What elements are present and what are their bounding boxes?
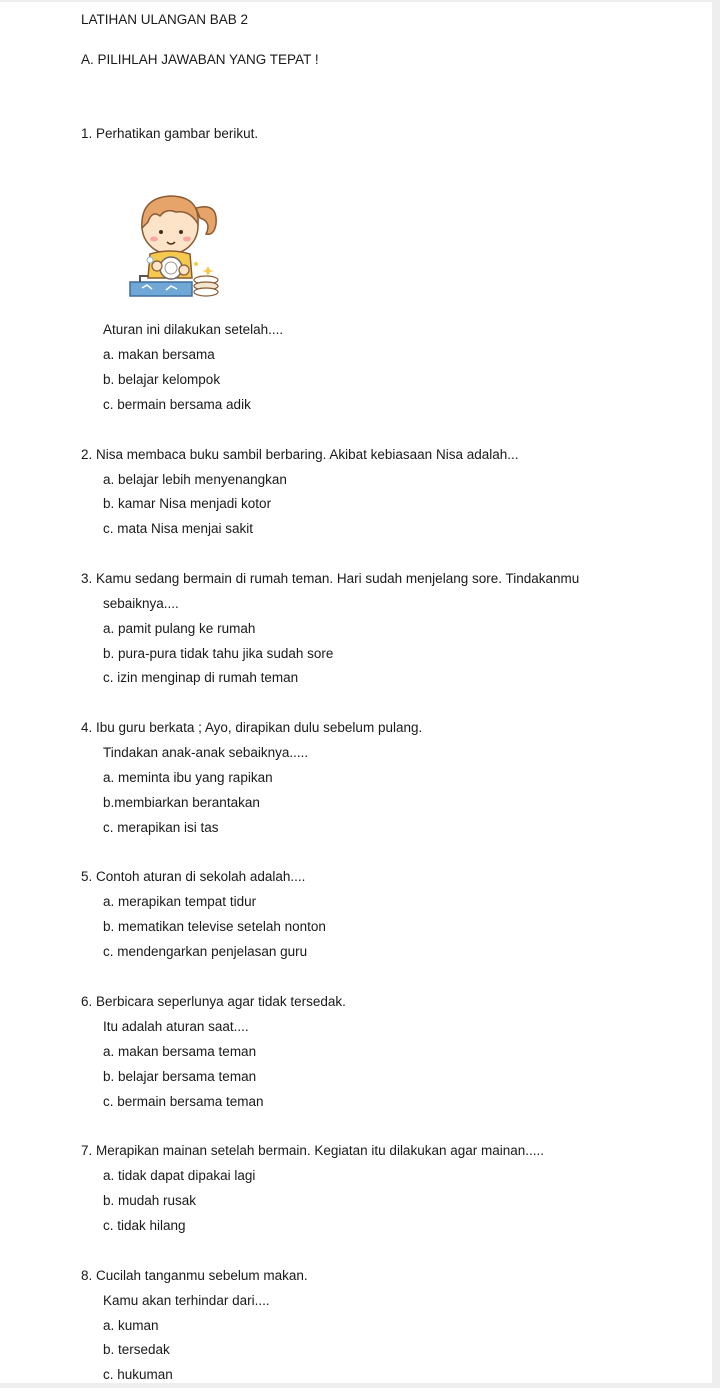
question-1-prompt: Aturan ini dilakukan setelah.... (103, 322, 284, 337)
question-3-option-c[interactable]: c. izin menginap di rumah teman (103, 670, 299, 685)
question-4-text: 4. Ibu guru berkata ; Ayo, dirapikan dulu sebelum pulang. (81, 720, 423, 735)
question-5-option-a[interactable]: a. merapikan tempat tidur (103, 894, 257, 909)
girl-washing-dishes-icon (126, 188, 224, 306)
question-3-option-b[interactable]: b. pura-pura tidak tahu jika sudah sore (103, 646, 334, 661)
question-7-option-b[interactable]: b. mudah rusak (103, 1193, 197, 1208)
question-8-option-b[interactable]: b. tersedak (103, 1342, 170, 1357)
question-2-option-b[interactable]: b. kamar Nisa menjadi kotor (103, 496, 272, 511)
question-4-option-a[interactable]: a. meminta ibu yang rapikan (103, 770, 273, 785)
worksheet-page (0, 2, 712, 1383)
worksheet-title: LATIHAN ULANGAN BAB 2 (81, 12, 249, 27)
question-3-text-cont: sebaiknya.... (103, 596, 179, 611)
section-heading: A. PILIHLAH JAWABAN YANG TEPAT ! (81, 52, 319, 67)
question-2-text: 2. Nisa membaca buku sambil berbaring. Akibat kebiasaan Nisa adalah... (81, 447, 519, 462)
question-2-option-a[interactable]: a. belajar lebih menyenangkan (103, 472, 287, 487)
question-3-option-a[interactable]: a. pamit pulang ke rumah (103, 621, 256, 636)
question-4-option-b[interactable]: b.membiarkan berantakan (103, 795, 260, 810)
question-7-option-c[interactable]: c. tidak hilang (103, 1218, 186, 1233)
question-1-option-b[interactable]: b. belajar kelompok (103, 372, 221, 387)
question-6-option-b[interactable]: b. belajar bersama teman (103, 1069, 257, 1084)
question-5-option-c[interactable]: c. mendengarkan penjelasan guru (103, 944, 308, 959)
question-1-text: 1. Perhatikan gambar berikut. (81, 126, 259, 141)
question-4-option-c[interactable]: c. merapikan isi tas (103, 820, 219, 835)
question-8-text: 8. Cucilah tanganmu sebelum makan. (81, 1268, 308, 1283)
question-5-option-b[interactable]: b. mematikan televise setelah nonton (103, 919, 326, 934)
question-8-prompt: Kamu akan terhindar dari.... (103, 1293, 270, 1308)
question-5-text: 5. Contoh aturan di sekolah adalah.... (81, 869, 306, 884)
question-8-option-a[interactable]: a. kuman (103, 1318, 159, 1333)
question-8-option-c[interactable]: c. hukuman (103, 1367, 173, 1382)
question-2-option-c[interactable]: c. mata Nisa menjai sakit (103, 521, 254, 536)
question-6-option-c[interactable]: c. bermain bersama teman (103, 1094, 264, 1109)
question-4-prompt: Tindakan anak-anak sebaiknya..... (103, 745, 309, 760)
question-7-text: 7. Merapikan mainan setelah bermain. Kegiatan itu dilakukan agar mainan..... (81, 1143, 545, 1158)
question-6-option-a[interactable]: a. makan bersama teman (103, 1044, 257, 1059)
question-1-option-c[interactable]: c. bermain bersama adik (103, 397, 251, 412)
question-1-option-a[interactable]: a. makan bersama (103, 347, 215, 362)
question-7-option-a[interactable]: a. tidak dapat dipakai lagi (103, 1168, 256, 1183)
question-6-text: 6. Berbicara seperlunya agar tidak tersedak. (81, 994, 346, 1009)
question-6-prompt: Itu adalah aturan saat.... (103, 1019, 249, 1034)
question-3-text: 3. Kamu sedang bermain di rumah teman. Hari sudah menjelang sore. Tindakanmu (81, 571, 580, 586)
